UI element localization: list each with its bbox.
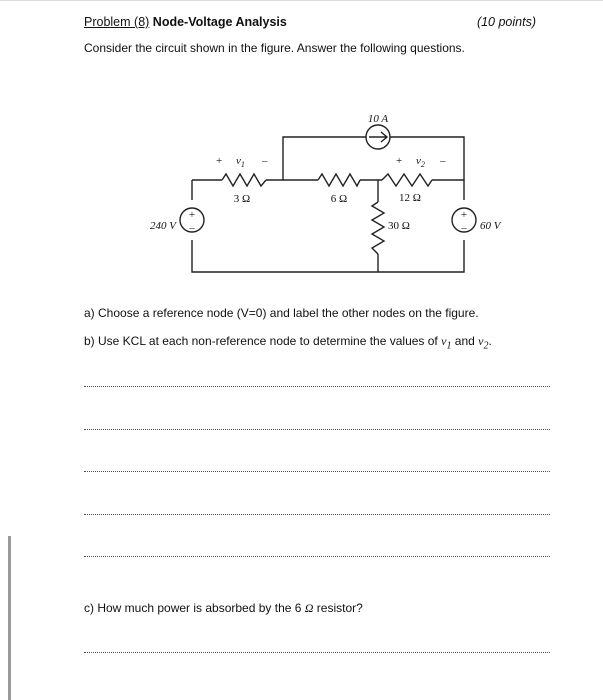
v2-label: $v_2$ (416, 155, 425, 169)
wire-left-bottom (192, 240, 464, 272)
answer-line-3[interactable] (84, 471, 550, 472)
label-240v: 240 V (150, 220, 176, 232)
problem-topic: Node-Voltage Analysis (152, 15, 287, 29)
v2-plus: + (396, 155, 403, 167)
resistor-6ohm (318, 174, 360, 186)
page-left-scroll-edge (8, 536, 11, 700)
circuit-diagram (120, 100, 540, 280)
vs1-plus: + (188, 209, 196, 221)
wire-cs-left (283, 137, 366, 180)
label-30ohm: 30 Ω (388, 220, 410, 232)
label-60v: 60 V (480, 220, 501, 232)
page-top-border (0, 0, 603, 1)
question-a: a) Choose a reference node (V=0) and label the other nodes on the figure. (84, 306, 479, 320)
answer-line-1[interactable] (84, 386, 550, 387)
answer-line-6[interactable] (84, 652, 550, 653)
v1-label: $v_1$ (236, 155, 245, 169)
answer-line-5[interactable] (84, 556, 550, 557)
vs2-plus: + (460, 209, 468, 221)
label-3ohm: 3 Ω (233, 193, 251, 205)
wire-right-top (432, 180, 464, 200)
resistor-30ohm (372, 202, 384, 254)
resistor-3ohm (222, 174, 266, 186)
answer-line-2[interactable] (84, 429, 550, 430)
resistor-12ohm (382, 174, 432, 186)
v1-minus: – (262, 155, 268, 167)
vs1-minus: – (189, 222, 195, 234)
label-12ohm: 12 Ω (399, 192, 421, 204)
intro-text: Consider the circuit shown in the figure. Answer the following questions. (84, 41, 465, 55)
question-c: c) How much power is absorbed by the 6 Ω resistor? (84, 601, 363, 615)
label-10a: 10 A (367, 113, 389, 125)
problem-header (84, 15, 536, 29)
v1-plus: + (216, 155, 223, 167)
label-6ohm: 6 Ω (330, 193, 348, 205)
question-b: b) Use KCL at each non-reference node to determine the values of $v_1$ and $v_2$. (84, 334, 492, 352)
problem-prefix: Problem (84, 15, 131, 29)
problem-title (84, 15, 287, 29)
problem-number: (8) (134, 15, 150, 29)
vs2-minus: – (461, 222, 467, 234)
v2-minus: – (440, 155, 446, 167)
answer-line-4[interactable] (84, 514, 550, 515)
problem-points: (10 points) (476, 15, 536, 29)
